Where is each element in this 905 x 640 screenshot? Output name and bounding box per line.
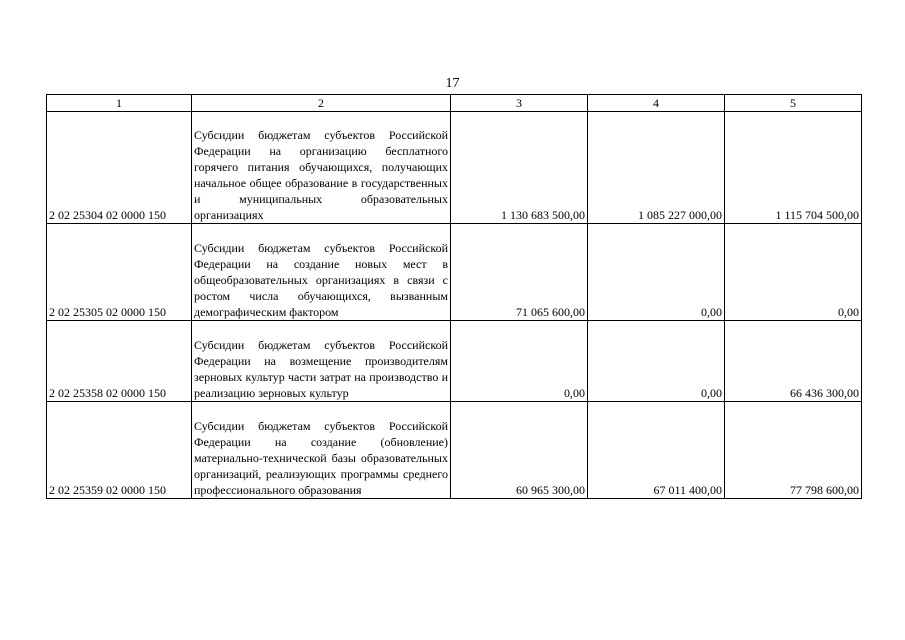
item-description: Субсидии бюджетам субъектов Российской Федерации на организацию бесплатного горячего питания обучающихся, получающих начальное общее образование в государственных и муниципальных образовательных организациях: [192, 112, 451, 224]
amount-col5: 0,00: [725, 224, 862, 321]
budget-code: 2 02 25305 02 0000 150: [47, 224, 192, 321]
table-row: [47, 224, 862, 321]
page-number: 17: [445, 76, 460, 91]
amount-col5: 66 436 300,00: [725, 321, 862, 402]
amount-col4: 67 011 400,00: [588, 402, 725, 499]
table-row: [47, 402, 862, 499]
budget-table: [46, 94, 862, 499]
amount-col4: 0,00: [588, 321, 725, 402]
amount-col3: 1 130 683 500,00: [451, 112, 588, 224]
budget-code: 2 02 25304 02 0000 150: [47, 112, 192, 224]
item-description: Субсидии бюджетам субъектов Российской Федерации на создание (обновление) материально-технической базы образовательных организаций, реализующих программы среднего профессионального образования: [192, 402, 451, 499]
table-row: [47, 321, 862, 402]
column-header-1: 1: [47, 95, 192, 112]
column-header-5: 5: [725, 95, 862, 112]
amount-col4: 1 085 227 000,00: [588, 112, 725, 224]
amount-col5: 77 798 600,00: [725, 402, 862, 499]
table-row: [47, 112, 862, 224]
budget-code: 2 02 25359 02 0000 150: [47, 402, 192, 499]
amount-col3: 71 065 600,00: [451, 224, 588, 321]
column-header-4: 4: [588, 95, 725, 112]
item-description: Субсидии бюджетам субъектов Российской Федерации на создание новых мест в общеобразовательных организациях в связи с ростом числа обучающихся, вызванным демографическим фактором: [192, 224, 451, 321]
amount-col3: 60 965 300,00: [451, 402, 588, 499]
amount-col5: 1 115 704 500,00: [725, 112, 862, 224]
header-row: [47, 95, 862, 112]
budget-code: 2 02 25358 02 0000 150: [47, 321, 192, 402]
column-header-2: 2: [192, 95, 451, 112]
amount-col4: 0,00: [588, 224, 725, 321]
item-description: Субсидии бюджетам субъектов Российской Федерации на возмещение производителям зерновых культур части затрат на производство и реализацию зерновых культур: [192, 321, 451, 402]
column-header-3: 3: [451, 95, 588, 112]
amount-col3: 0,00: [451, 321, 588, 402]
